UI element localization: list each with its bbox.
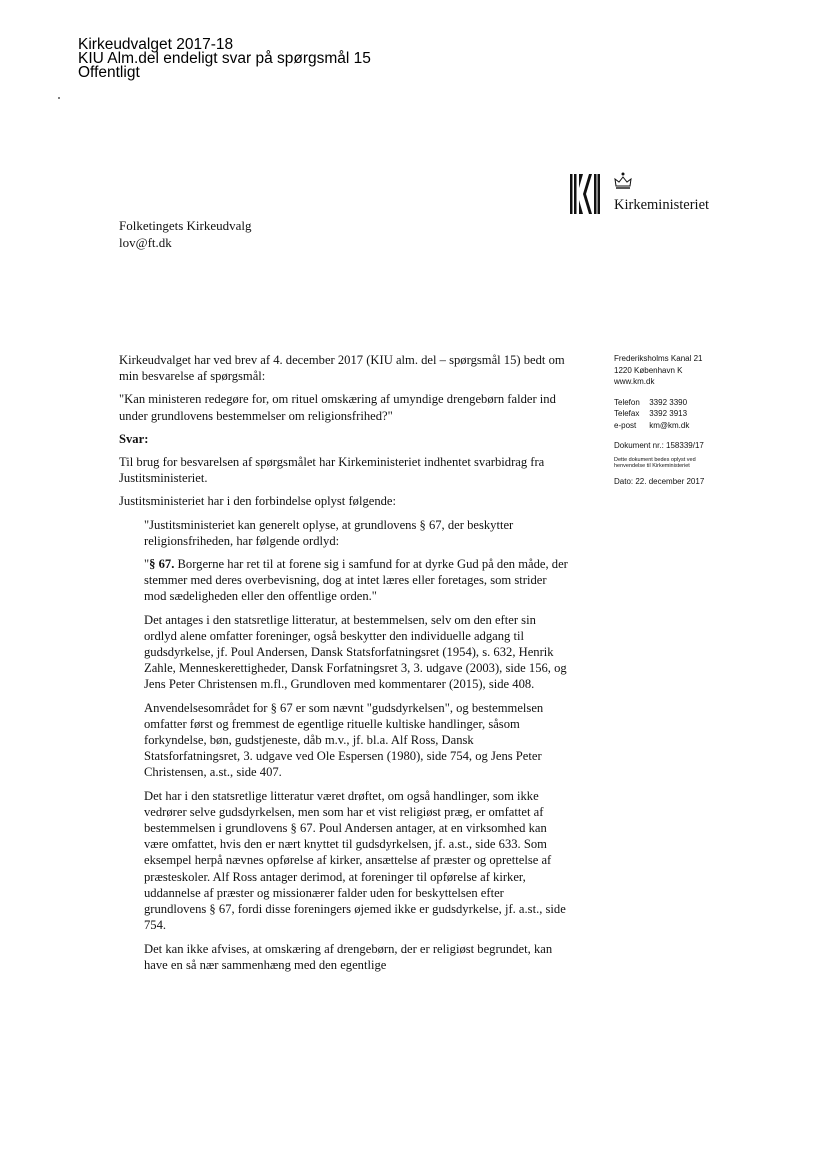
intro-paragraph: Kirkeudvalget har ved brev af 4. december 2017 (KIU alm. del – spørgsmål 15) bedt om min besvarelse af spørgsmål: [119,353,565,384]
quote-paragraph-5: Det har i den statsretlige litteratur været drøftet, om også handlinger, som ikke vedrører selve gudsdyrkelsen, men som har et vist religiøst præg, er omfattet af bestemmelsen i grundlovens § 67. Poul Andersen antager, at en virksomhed kan være omfattet, hvis den er nært knyttet til gudsdyrkelsen, jf. a.st., side 633. Som eksempel herpå nævnes opførelse af kirker, ansættelse af præster og oprettelse af præsteskoler. Alf Ross antager derimod, at foreninger til opførelse af kirker, uddannelse af præster og missionærer falder uden for beskyttelsen efter grundlovens § 67, fordi disse foreningers øjemed ikke er gudsdyrkelse, jf. a.st., side 754. [144,788,566,933]
quote-open-mark: " [144,557,150,572]
section-67-text: Borgerne har ret til at forene sig i samfund for at dyrke Gud på den måde, der stemmer med deres overbevisning, dog at intet læres eller foretages, som strider mod sædeligheden eller den offentlige orden." [144,557,568,604]
quote-paragraph-4: Anvendelsesområdet for § 67 er som nævnt "gudsdyrkelsen", og bestemmelsen omfatter først og fremmest de egentlige rituelle kultiske handlinger, såsom forkyndelse, bøn, gudstjeneste, dåb m.v., jf. bl.a. Alf Ross, Dansk Statsforfatningsret, 3. udgave ved Ole Espersen (1980), side 754, og Jens Peter Christensen, a.st., side 407. [144,700,544,780]
ministry-name: Kirkeministeriet [614,197,710,213]
letter-date: Dato: 22. december 2017 [614,476,705,486]
address-line-1: Frederiksholms Kanal 21 [614,354,703,363]
recipient-block [119,217,252,251]
answer-heading: Svar: [119,431,149,446]
letter-body [119,352,569,980]
document-stamp [78,38,371,80]
question-paragraph: "Kan ministeren redegøre for, om rituel omskæring af umyndige drengebørn falder ind under grundlovens bestemmelser om religionsfrihed?" [119,392,556,423]
km-monogram-icon [570,174,600,214]
fax-value: 3392 3913 [649,409,688,418]
stamp-title: KIU Alm.del endeligt svar på spørgsmål 15 [78,50,371,67]
stamp-status: Offentligt [78,64,140,81]
contact-sidebar [614,353,814,487]
stamp-committee: Kirkeudvalget 2017-18 [78,36,234,53]
crown-icon [612,172,634,192]
recipient-name: Folketingets Kirkeudvalg [119,218,252,233]
scan-dot [58,97,60,99]
phone-value: 3392 3390 [649,397,688,407]
quote-paragraph-2 [144,556,569,605]
website: www.km.dk [614,377,655,386]
phone-label: Telefon [614,397,640,407]
reference-note-2: henvendelse til Kirkeministeriet [614,463,690,469]
fax-label: Telefax [614,409,640,418]
reference-note-1: Dette dokument bedes oplyst ved [614,456,696,463]
address-line-2: 1220 København K [614,365,683,375]
recipient-email: lov@ft.dk [119,235,172,250]
email-label: e-post [614,420,637,430]
answer-paragraph-2: Justitsministeriet har i den forbindelse oplyst følgende: [119,494,397,509]
quote-paragraph-1: "Justitsministeriet kan generelt oplyse, at grundlovens § 67, der beskytter religionsfriheden, har følgende ordlyd: [144,517,514,548]
quote-paragraph-6: Det kan ikke afvises, at omskæring af drengebørn, der er religiøst begrundet, kan have en så nær sammenhæng med den egentlige [144,941,553,972]
answer-paragraph-1: Til brug for besvarelsen af spørgsmålet har Kirkeministeriet indhentet svarbidrag fra Justitsministeriet. [119,455,545,486]
quote-paragraph-3: Det antages i den statsretlige litteratur, at bestemmelsen, selv om den efter sin ordlyd alene omfatter foreninger, også beskytter den individuelle adgang til gudsdyrkelse, jf. Poul Andersen, Dansk Statsforfatningsret (1954), s. 632, Henrik Zahle, Menneskerettigheder, Dansk Forfatningsret 3, 3. udgave (2003), side 156, og Jens Peter Christensen m.fl., Grundloven med kommentarer (2015), side 408. [144,612,567,692]
section-67-label: § 67. [149,557,175,572]
document-number: Dokument nr.: 158339/17 [614,441,704,450]
email-value: km@km.dk [649,420,690,430]
